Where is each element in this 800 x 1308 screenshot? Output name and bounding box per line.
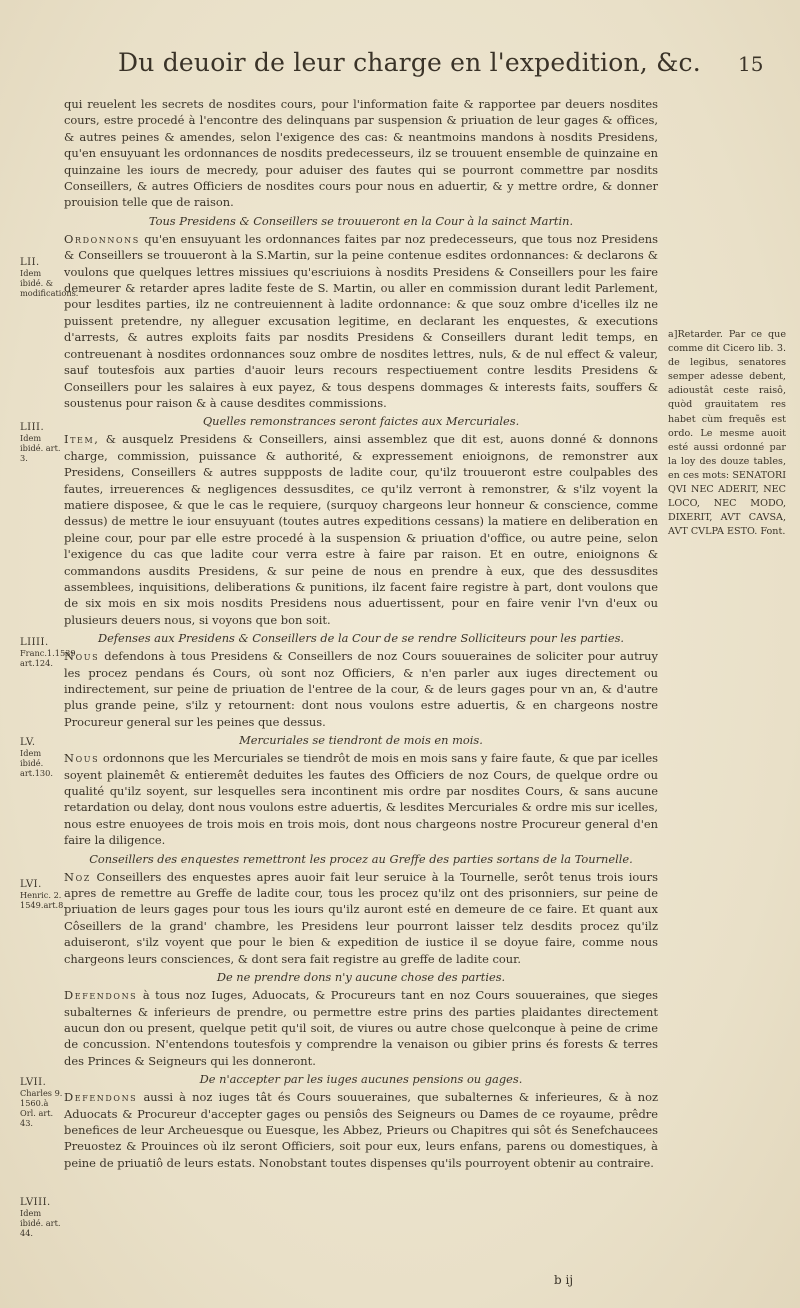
section-heading: Quelles remonstrances seront faictes aux Mercuriales. <box>202 414 520 429</box>
lead-word: Item, <box>64 432 100 447</box>
margin-note: LVI. Henric. 2. 1549.art.8. <box>20 879 66 910</box>
lead-word: Defendons <box>64 1090 138 1105</box>
page-number: 15 <box>738 52 764 76</box>
signature-mark: b ij <box>554 1273 574 1287</box>
margin-note: LVII. Charles 9. 1560.à Orl. art. 43. <box>20 1077 63 1128</box>
section-heading: De n'accepter par les iuges aucunes pensions ou gages. <box>199 1072 523 1087</box>
paragraph: qui reuelent les secrets de nosdites cours, pour l'information faite & rapportee par deuers nosdites cours, estre procedé à l'encontre des delinquans par suspension & priuation de leur gages & offices, & autres peines & amendes, selon l'exigence des cas: & neantmoins mandons à nosdits Presidens, qu'en ensuyuant les ordonnances de nosdits predecesseurs, ilz se trouuent ensemble de quinzaine en quinzaine les iours de mecredy, pour aduiser des fautes qui se pourront commettre par nosdits Conseillers, & autres Officiers de nosdites cours pour nous en aduertir, & y mettre ordre, & donner prouision telle que de raison. <box>64 97 658 210</box>
paragraph: Ordonnons qu'en ensuyuant les ordonnances faites par noz predecesseurs, que tous noz Presidens & Conseillers se trouueront à la S.Martin, sur la peine contenue esdites ordonnances: & declarons & voulons que quelques lettres missiues qu'escriuions à nosdits Presidens & Conseillers pour les faire demeurer & retarder apres ladite feste de S. Martin, ou aller en commission durant ledit Parlement, pour lesdites parties, ilz ne contreuiennent à ladite ordonnance: & que souz ombre d'icelles ilz ne puissent pretendre, ny alleguer excusation legitime, en declarant les enquestes, & executions d'arrests, & autres exploits faits par nosdits Presidens & Conseillers durant ledit temps, en contreuenant à nosdites ordonnances souz ombre de nosdites lettres, nuls, & de nul effect & valeur, sauf toutesfois aux parties d'auoir leurs recours respectiuement contre lesdits Presidens & Conseillers pour les salaires à eux payez, & tous despens dommages & interests faits, souffers & soustenus pour raison & à cause desdites commissions. <box>64 231 658 410</box>
margin-note: LV. Idem ibidé. art.130. <box>20 737 53 778</box>
section-heading: Tous Presidens & Conseillers se trouueront en la Cour à la sainct Martin. <box>148 213 574 228</box>
lead-word: Defendons <box>64 988 138 1003</box>
paragraph: Nous ordonnons que les Mercuriales se tiendrôt de mois en mois sans y faire faute, & que par icelles soyent plainemêt & entieremêt deduites les fautes des Officiers de noz Cours, de quelque ordre ou qualité qu'ilz soyent, sur lesquelles sera incontinent mis ordre par nosdites Cours, & sans aucune retardation ou delay, dont nous voulons estre aduertis, & lesdites Mercuriales & ordre mis sur icelles, nous estre enuoyees de trois mois en trois mois, dont nous chargeons nostre Procureur general d'en faire la diligence. <box>64 751 658 848</box>
margin-note: LIII. Idem ibidé. art. 3. <box>20 422 61 463</box>
lead-word: Nous <box>64 649 100 664</box>
section-heading: De ne prendre dons n'y aucune chose des parties. <box>216 970 506 985</box>
section-heading: Defenses aux Presidens & Conseillers de la Cour de se rendre Solliciteurs pour les parties. <box>97 631 625 646</box>
lead-word: Noz <box>64 869 91 884</box>
paragraph: Defendons à tous noz Iuges, Aduocats, & Procureurs tant en noz Cours souueraines, que sieges subalternes & inferieurs de prendre, ou permettre estre prins des parties plaidantes directement aucun don ou present, quelque petit qu'il soit, de viures ou autre chose quelconque à peine de crime de concussion. N'entendons toutesfois y comprendre la venaison ou gibier prins és forests & terres des Princes & Seigneurs qui les donneront. <box>64 988 658 1068</box>
running-header: Du deuoir de leur charge en l'expedition, &c. <box>118 48 701 77</box>
margin-note: LIIII. Franc.1.1539. art.124. <box>20 637 79 668</box>
section-heading: Mercuriales se tiendront de mois en mois. <box>239 733 483 748</box>
paragraph: Item, & ausquelz Presidens & Conseillers, ainsi assemblez que dit est, auons donné & donnons charge, commission, puissance & authorité, & expressement enioignons, de remonstrer aux Presidens, Conseillers & autres suppposts de ladite cour, qu'ilz trouueront estre coulpables des fautes, irreuerences & negligences dessusdites, ce qu'ilz verront à remonstrer, & s'ilz voyent la matiere disposee, & que le cas le requiere, (surquoy chargeons leur honneur & conscience, comme dessus) de mettre le iour ensuyuant (toutes autres expeditions cessans) la matiere en deliberation en pleine cour, pour par elle estre procedé à la suspension & priuation d'office, ou autre peine, selon l'exigence du cas que ladite cour verra estre à faire par raison. Et en outre, enioignons & commandons ausdits Presidens, & sur peine de nous en prendre à eux, que des dessusdites assemblees, inquisitions, deliberations & punitions, ilz facent faire registre à part, dont voulons que de six mois en six mois nosdits Presidens nous aduertissent, pour en faire venir l'vn d'eux ou plusieurs deuers nous, si voyons que bon soit. <box>64 432 658 627</box>
lead-word: Ordonnons <box>64 231 140 246</box>
section-heading: Conseillers des enquestes remettront les procez au Greffe des parties sortans de la Tournelle. <box>89 851 633 866</box>
main-text <box>64 96 658 1171</box>
paragraph: Noz Conseillers des enquestes apres auoir fait leur seruice à la Tournelle, serôt tenus trois iours apres de remettre au Greffe de ladite cour, tous les procez qu'ilz ont des prisonniers, sur peine de priuation de leurs gages pour tous les iours qu'ilz auront esté en demeure de ce faire. Et quant aux Côseillers de la grand' chambre, les Presidens leur pourront laisser telz desdits procez qu'ilz aduiseront, s'ilz voyent que pour le bien & expedition de iustice il se doyue faire, comme nous chargeons leurs consciences, & dont sera fait registre au greffe de ladite cour. <box>64 869 659 966</box>
side-commentary: a]Retarder. Par ce que comme dit Cicero lib. 3. de legibus, senatores semper adesse debent, adioustât ceste raisô, quòd grauitatem res habet cùm frequẽs est ordo. Le mesme auoit esté aussi ordonné par la loy des douze tables, en ces mots: SENATORI QVI NEC ADERIT, NEC LOCO, NEC MODO, DIXERIT, AVT CAVSA, AVT CVLPA ESTO. Font. <box>668 329 786 538</box>
paragraph: Defendons aussi à noz iuges tât és Cours souueraines, que subalternes & inferieures, & à noz Aduocats & Procureur d'accepter gages ou pensiôs des Seigneurs ou Dames de ce royaume, prêdre benefices de leur Archeuesque ou Euesque, les Abbez, Prieurs ou Chapitres qui sôt és Senefchaucees Preuostez & Prouinces où ilz seront Officiers, soit pour eux, leurs enfans, parens ou domestiques, à peine de priuatiô de leurs estats. Nonobstant toutes dispenses qu'ils pourroyent obtenir au contraire. <box>64 1090 658 1170</box>
margin-note: LII. Idem ibidé. & modifications. <box>20 257 79 298</box>
margin-note: LVIII. Idem ibidé. art. 44. <box>20 1197 61 1238</box>
paragraph: Nous defendons à tous Presidens & Conseillers de noz Cours souueraines de soliciter pour autruy les procez pendans és Cours, où sont noz Officiers, & n'en parler aux iuges directement ou indirectement, sur peine de priuation de l'entree de la cour, & de leurs gages pour vn an, & d'autre plus grande peine, s'ilz y retournent: dont nous voulons estre aduertis, & en chargeons nostre Procureur general sur les peines que dessus. <box>64 649 658 729</box>
lead-word: Nous <box>64 751 100 766</box>
